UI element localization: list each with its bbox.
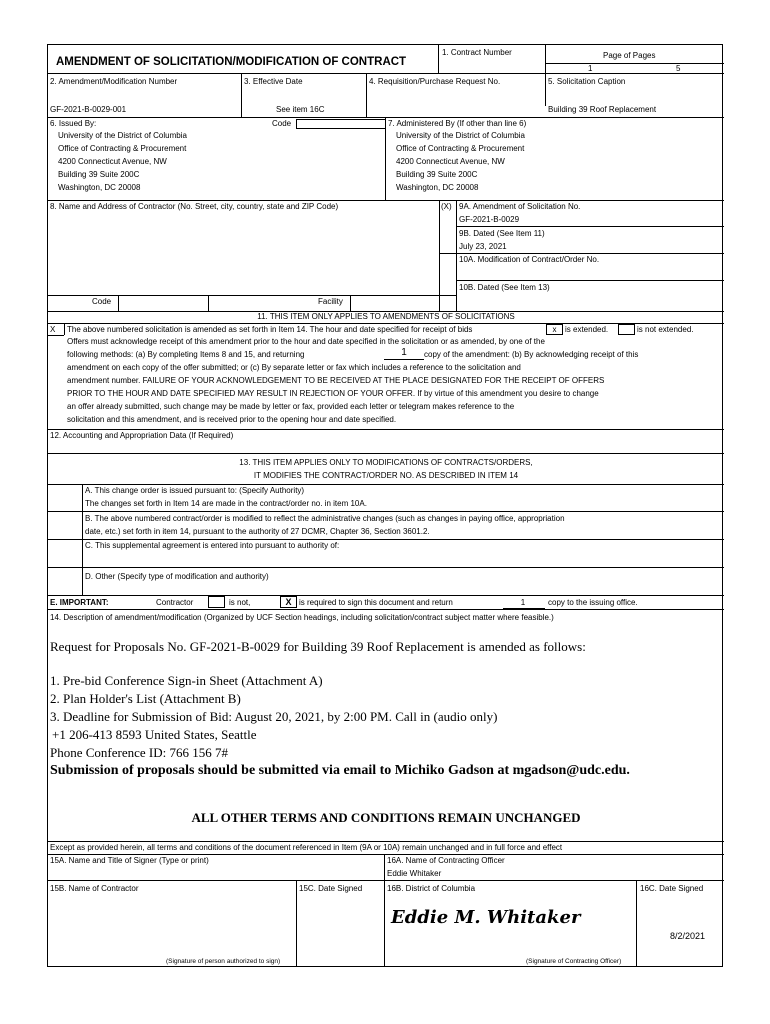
district-label: 16B. District of Columbia — [387, 884, 476, 893]
item-13-option-b-detail: date, etc.) set forth in item 14, pursuant to the authority of 27 DCMR, Chapter 36, Section 3601.2. — [85, 527, 430, 536]
except-text: Except as provided herein, all terms and conditions of the document referenced in Item (9A or 10A) remain unchanged and in full force and effect — [50, 843, 563, 852]
item-9a-value: GF-2021-B-0029 — [459, 215, 520, 224]
requisition-label: 4. Requisition/Purchase Request No. — [369, 77, 501, 86]
item-11-line: Offers must acknowledge receipt of this amendment prior to the hour and date specified in the solicitation or as amended, by one of the — [67, 337, 545, 346]
phone-line: +1 206-413 8593 United States, Seattle — [52, 727, 257, 742]
officer-label: 16A. Name of Contracting Officer — [387, 856, 505, 865]
submission-note: Submission of proposals should be submitted via email to Michiko Gadson at mgadson@udc.edu. — [50, 763, 630, 778]
administered-by-line: 4200 Connecticut Avenue, NW — [396, 157, 505, 166]
date-signed-16c: 16C. Date Signed — [640, 884, 704, 893]
solicitation-caption-label: 5. Solicitation Caption — [548, 77, 626, 86]
item-11-line: solicitation and this amendment, and is received prior to the opening hour and date specified. — [67, 415, 397, 424]
page-number: 1 — [588, 64, 593, 73]
item-13-option-a: A. This change order is issued pursuant to: (Specify Authority) — [85, 486, 305, 495]
item-11-mark: X — [50, 325, 56, 334]
item-11-line: following methods: (a) By completing Items 8 and 15, and returning — [67, 350, 305, 359]
item-9b-value: July 23, 2021 — [459, 242, 507, 251]
issued-by-line: University of the District of Columbia — [58, 131, 187, 140]
is-extended-label: is extended. — [565, 325, 609, 334]
signed-date: 8/2/2021 — [670, 931, 706, 941]
officer-sign-caption: (Signature of Contracting Officer) — [526, 958, 622, 965]
description-item: 2. Plan Holder's List (Attachment B) — [50, 691, 241, 706]
item-11-line: The above numbered solicitation is amended as set forth in Item 14. The hour and date specified for receipt of bids — [67, 325, 473, 334]
effective-date: See item 16C — [276, 105, 325, 114]
administered-by-line: Washington, DC 20008 — [396, 183, 479, 192]
item-11-line: amendment number. FAILURE OF YOUR ACKNOWLEDGEMENT TO BE RECEIVED AT THE PLACE DESIGNATED FOR THE RECEIPT OF OFFERS — [67, 376, 605, 385]
contractor-code-label: Code — [92, 297, 112, 306]
issued-by-code-label: Code — [272, 119, 292, 128]
amendment-form — [47, 44, 723, 967]
issued-by-line: Office of Contracting & Procurement — [58, 144, 187, 153]
amendment-number-label: 2. Amendment/Modification Number — [50, 77, 178, 86]
extended-checkbox[interactable]: x — [546, 324, 563, 335]
contractor-word: Contractor — [156, 598, 194, 607]
effective-date-label: 3. Effective Date — [244, 77, 303, 86]
is-required-checkbox[interactable]: X — [280, 596, 297, 608]
item-13-option-a-detail: The changes set forth in Item 14 are made in the contract/order no. in item 10A. — [85, 499, 367, 508]
item-13-heading: IT MODIFIES THE CONTRACT/ORDER NO. AS DESCRIBED IN ITEM 14 — [253, 471, 519, 480]
is-not-extended-label: is not extended. — [637, 325, 694, 334]
item-11-heading: 11. THIS ITEM ONLY APPLIES TO AMENDMENTS OF SOLICITATIONS — [257, 312, 515, 321]
item-13-option-b: B. The above numbered contract/order is modified to reflect the administrative changes (such as changes in paying office, appropriation — [85, 514, 565, 523]
copies-count: 1 — [401, 347, 407, 358]
item-13-heading: 13. THIS ITEM APPLIES ONLY TO MODIFICATIONS OF CONTRACTS/ORDERS, — [239, 458, 533, 467]
item-11-line: PRIOR TO THE HOUR AND DATE SPECIFIED MAY RESULT IN REJECTION OF YOUR OFFER. If by virtue of this amendment you desire to change — [67, 389, 599, 398]
administered-by-line: Building 39 Suite 200C — [396, 170, 478, 179]
form-title: AMENDMENT OF SOLICITATION/MODIFICATION OF CONTRACT — [56, 56, 407, 68]
conference-id: Phone Conference ID: 766 156 7# — [50, 745, 228, 760]
issued-by-code-field — [296, 119, 386, 129]
signer-label: 15A. Name and Title of Signer (Type or print) — [50, 856, 209, 865]
item-13-option-d: D. Other (Specify type of modification and authority) — [85, 572, 269, 581]
officer-signature: Eddie M. Whitaker — [391, 907, 581, 928]
date-signed-15c: 15C. Date Signed — [299, 884, 363, 893]
contractor-sign-label: 15B. Name of Contractor — [50, 884, 139, 893]
terms-note: ALL OTHER TERMS AND CONDITIONS REMAIN UNCHANGED — [191, 810, 581, 825]
item-10a-label: 10A. Modification of Contract/Order No. — [459, 255, 600, 264]
is-required-label: is required to sign this document and return — [299, 598, 453, 607]
issued-by-line: Washington, DC 20008 — [58, 183, 141, 192]
item-14-label: 14. Description of amendment/modification (Organized by UCF Section headings, including solicitation/contract subject matter where feasible.) — [50, 613, 554, 622]
item-12-label: 12. Accounting and Appropriation Data (If Required) — [50, 431, 234, 440]
officer-name: Eddie Whitaker — [387, 869, 442, 878]
is-not-label: is not, — [229, 598, 251, 607]
item-10b-label: 10B. Dated (See Item 13) — [459, 283, 550, 292]
facility-label: Facility — [318, 297, 343, 306]
issued-by-line: Building 39 Suite 200C — [58, 170, 140, 179]
contractor-sign-caption: (Signature of person authorized to sign) — [166, 958, 281, 965]
item-9b-label: 9B. Dated (See Item 11) — [459, 229, 545, 238]
item-9a-label: 9A. Amendment of Solicitation No. — [459, 202, 581, 211]
page-of-pages-label: Page of Pages — [603, 51, 656, 60]
item-13-option-c: C. This supplemental agreement is entered into pursuant to authority of: — [85, 541, 340, 550]
description-intro: Request for Proposals No. GF-2021-B-0029 for Building 39 Roof Replacement is amended as follows: — [50, 639, 586, 654]
copy-to-office: copy to the issuing office. — [548, 598, 638, 607]
mark-x-9a: (X) — [441, 202, 452, 211]
total-pages: 5 — [676, 64, 681, 73]
return-copies: 1 — [520, 598, 526, 607]
item-11-line: an offer already submitted, such change may be made by letter or fax, provided each letter or telegram makes reference to the — [67, 402, 515, 411]
contract-number-label: 1. Contract Number — [442, 48, 512, 57]
amendment-number: GF-2021-B-0029-001 — [50, 105, 127, 114]
issued-by-line: 4200 Connecticut Avenue, NW — [58, 157, 167, 166]
issued-by-label: 6. Issued By: — [50, 119, 97, 128]
not-extended-checkbox[interactable] — [618, 324, 635, 335]
description-item: 3. Deadline for Submission of Bid: August 20, 2021, by 2:00 PM. Call in (audio only) — [50, 709, 498, 724]
administered-by-line: Office of Contracting & Procurement — [396, 144, 525, 153]
item-11-line: copy of the amendment: (b) By acknowledging receipt of this — [424, 350, 639, 359]
administered-by-label: 7. Administered By (If other than line 6) — [388, 119, 527, 128]
contractor-address-label: 8. Name and Address of Contractor (No. Street, city, country, state and ZIP Code) — [50, 202, 339, 211]
administered-by-line: University of the District of Columbia — [396, 131, 525, 140]
important-label: E. IMPORTANT: — [50, 598, 109, 607]
solicitation-caption: Building 39 Roof Replacement — [548, 105, 657, 114]
is-not-checkbox[interactable] — [208, 596, 225, 608]
item-11-line: amendment on each copy of the offer submitted; or (c) By separate letter or fax which includes a reference to the solicitation and — [67, 363, 521, 372]
description-item: 1. Pre-bid Conference Sign-in Sheet (Attachment A) — [50, 673, 323, 688]
